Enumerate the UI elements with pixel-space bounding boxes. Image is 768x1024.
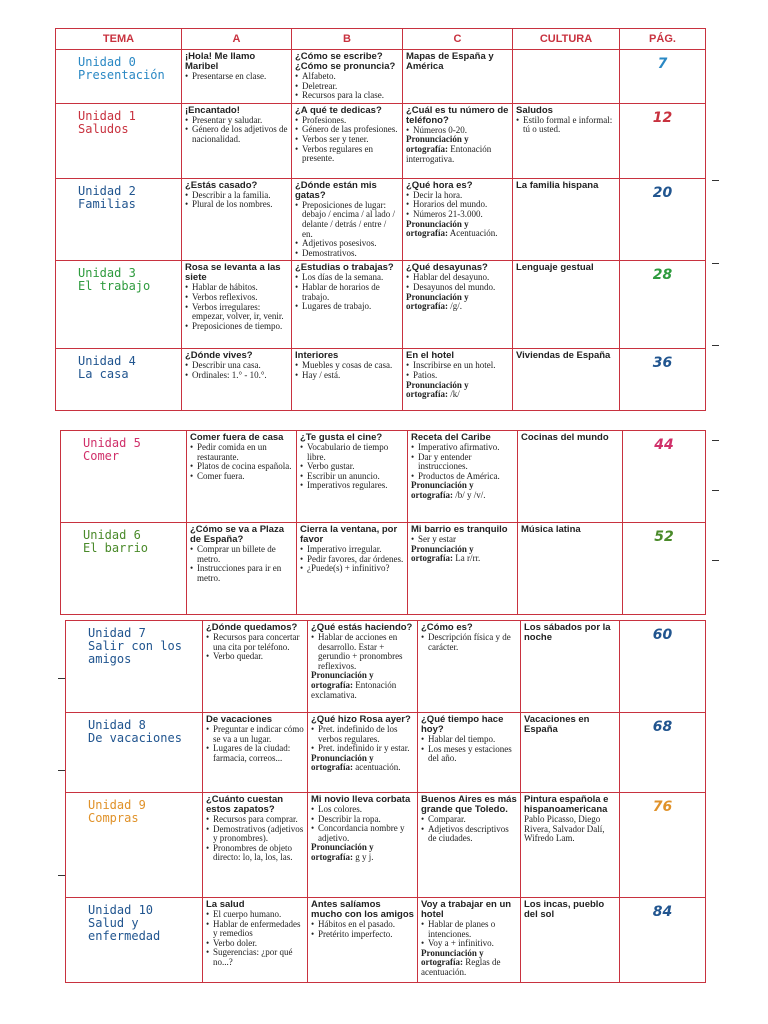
a-title: ¿Dónde quedamos? [206,622,298,633]
cell-b [297,523,408,615]
cultura-title: Los incas, pueblo del sol [524,899,605,920]
cultura-title: Pintura española e hispanoamericana [524,794,609,815]
cell-a [182,50,292,104]
c-title: ¿Cuál es tu número de teléfono? [406,104,509,126]
list-item: • El cuerpo humano. [206,910,304,920]
pronunciation-text: /b/ y /v/. [455,489,486,500]
list-item: • Pret. indefinido ir y estar. [311,744,414,754]
pronunciation-text: /g/. [450,301,462,312]
list-item: • Verbo quedar. [206,652,304,662]
c-title: Buenos Aires es más grande que Toledo. [421,794,517,815]
list-item: • Hay / está. [295,371,399,381]
pronunciation-text: Acentuación. [449,228,498,239]
a-list [206,815,304,863]
c-list [406,273,509,292]
pronunciation-label: Pronunciación y ortografía: [406,379,469,400]
cell-cultura [518,523,623,615]
unit-name-line: amigos [88,652,132,666]
cultura-title: La familia hispana [516,179,599,191]
unit-name-line: Unidad 5 [83,436,141,450]
c-title: ¿Qué desayunas? [406,262,488,274]
a-list [185,361,288,380]
cell-cultura [521,621,620,713]
list-item: • Pret. indefinido de los verbos regulares. [311,725,414,744]
page-number: 44 [623,431,706,523]
list-item: • Hablar de hábitos. [185,283,288,293]
unit-name [56,261,182,349]
c-list [421,815,517,844]
cell-b [292,103,403,178]
list-item: • Presentar y saludar. [185,116,288,126]
a-title: ¡Encantado! [185,104,240,116]
list-item: • Muebles y cosas de casa. [295,361,399,371]
margin-tick [712,345,719,346]
list-item: • Sugerencias: ¿por qué no...? [206,948,304,967]
margin-tick [712,440,719,441]
c-list [406,126,509,136]
list-item: • Demostrativos. [295,249,399,259]
cultura-title: Los sábados por la noche [524,622,611,643]
list-item: • Preguntar e indicar cómo se va a un lugar. [206,725,304,744]
unit-name-line: Familias [78,196,136,211]
cultura-list [516,116,616,135]
page-number: 52 [623,523,706,615]
unit-name-line: enfermedad [88,929,161,943]
b-list [295,361,399,380]
list-item: • Hablar de acciones en desarrollo. Estar + gerundio + pronombres reflexivos. [311,633,414,671]
b-title: Mi novio lleva corbata [311,794,411,805]
list-item: • Pedir favores, dar órdenes. [300,555,404,565]
list-item: • Preposiciones de tiempo. [185,322,288,332]
list-item: • Desayunos del mundo. [406,283,509,293]
syllabus-segment-2 [60,430,705,615]
list-item: • Preposiciones de lugar: debajo / encima / al lado / delante / detrás / entre / en. [295,201,399,239]
unit-name [56,103,182,178]
c-title: Mapas de España y América [406,51,494,72]
list-item: • Decir la hora. [406,191,509,201]
list-item: • Productos de América. [411,472,514,482]
cell-c [418,793,521,898]
unit-name-line: De vacaciones [88,731,182,745]
cultura-title: Música latina [521,524,581,535]
cell-a [182,178,292,261]
pronunciation-label: Pronunciación y ortografía: [311,752,374,773]
syllabus-segment-1 [55,28,705,411]
page-number: 20 [620,178,706,261]
unit-name-line: Unidad 1 [78,108,136,123]
c-list [421,920,517,949]
list-item: • Describir una casa. [185,361,288,371]
cell-b [292,261,403,349]
list-item: • ¿Puede(s) + infinitivo? [300,564,404,574]
margin-tick [712,180,719,181]
b-list [311,920,414,939]
list-item: • Profesiones. [295,116,399,126]
unit-name-line: Compras [88,811,139,825]
cell-cultura [521,793,620,898]
cell-a [203,713,308,793]
list-item: • Adjetivos posesivos. [295,239,399,249]
cell-c [418,898,521,983]
unit-name-line: Unidad 4 [78,354,136,369]
cell-c [403,103,513,178]
a-list [206,725,304,763]
c-list [411,535,514,545]
list-item: • Comer fuera. [190,472,293,482]
header-tema: TEMA [56,29,182,50]
list-item: • Hábitos en el pasado. [311,920,414,930]
pronunciation-label: Pronunciación y ortografía: [311,842,374,862]
list-item: • Los días de la semana. [295,273,399,283]
cell-cultura [513,349,620,411]
header-a: A [182,29,292,50]
b-list [300,443,404,491]
pronunciation-label: Pronunciación y ortografía: [411,543,474,564]
list-item: • Imperativo afirmativo. [411,443,514,453]
a-title: De vacaciones [206,714,273,725]
unit-name-line: Unidad 3 [78,266,136,281]
table-row [66,793,706,898]
list-item: • Platos de cocina española. [190,462,293,472]
table-row [61,523,706,615]
cell-c [418,621,521,713]
cell-cultura [521,713,620,793]
table-row [66,713,706,793]
cell-c [403,261,513,349]
cell-a [187,523,297,615]
cell-c [408,431,518,523]
unit-name-line: Unidad 9 [88,798,146,812]
unit-name-line: Presentación [78,68,165,82]
b-title: ¿Dónde están mis gatas? [295,179,377,201]
unit-name [56,349,182,411]
a-title: Rosa se levanta a las siete [185,262,281,284]
pronunciation-label: Pronunciación y ortografía: [411,480,474,500]
list-item: • Verbo doler. [206,939,304,949]
margin-tick [712,560,719,561]
page-number: 84 [620,898,706,983]
list-item: • Descripción física y de carácter. [421,633,517,652]
unit-name-line: Comer [83,449,120,463]
pronunciation-label: Pronunciación y ortografía: [421,947,484,968]
c-list [421,633,517,652]
pronunciation-label: Pronunciación y ortografía: [406,134,469,154]
cell-b [308,713,418,793]
b-title: ¿Qué hizo Rosa ayer? [311,714,411,725]
cell-a [187,431,297,523]
table-row [66,898,706,983]
syllabus-table-1 [55,28,706,411]
c-list [421,735,517,764]
unit-name [66,621,203,713]
list-item: • Alfabeto. [295,72,399,82]
list-item: • Los meses y estaciones del año. [421,745,517,764]
pronunciation-label: Pronunciación y ortografía: [406,218,469,239]
list-item: • Verbos reflexivos. [185,293,288,303]
cell-b [308,898,418,983]
cell-b [292,349,403,411]
c-title: Mi barrio es tranquilo [411,524,508,535]
syllabus-segment-3 [65,620,705,983]
page-number: 76 [620,793,706,898]
a-title: ¿Cómo se va a Plaza de España? [190,524,284,545]
list-item: • Recursos para concertar una cita por teléfono. [206,633,304,652]
list-item: • Lugares de trabajo. [295,302,399,312]
list-item: • Verbos ser y tener. [295,135,399,145]
list-item: • Adjetivos descriptivos de ciudades. [421,825,517,844]
pronunciation-text: Entonación interrogativa. [406,143,492,164]
b-title: ¿A qué te dedicas? [295,104,382,116]
list-item: • Números 21-3.000. [406,210,509,220]
unit-name [66,898,203,983]
b-list [300,545,404,574]
list-item: • Plural de los nombres. [185,200,288,210]
a-title: ¿Dónde vives? [185,350,253,362]
header-b: B [292,29,403,50]
b-list [295,72,399,101]
list-item: • Recursos para comprar. [206,815,304,825]
b-list [311,805,414,843]
unit-name [56,178,182,261]
unit-name-line: Unidad 6 [83,528,141,542]
list-item: • Hablar de enfermedades y remedios [206,920,304,939]
cell-c [403,349,513,411]
a-list [190,443,293,481]
list-item: • Inscribirse en un hotel. [406,361,509,371]
c-list [406,191,509,220]
page-number: 28 [620,261,706,349]
cell-c [418,713,521,793]
margin-tick [712,263,719,264]
margin-tick [58,678,65,679]
list-item: • Concordancia nombre y adjetivo. [311,824,414,843]
c-title: ¿Cómo es? [421,622,473,633]
a-title: Comer fuera de casa [190,432,284,443]
pronunciation-text: /k/ [450,389,460,400]
list-item: • Lugares de la ciudad: farmacia, correos... [206,744,304,763]
unit-name-line: Unidad 10 [88,903,154,917]
a-list [206,633,304,662]
list-item: • Hablar del tiempo. [421,735,517,745]
cell-a [203,793,308,898]
list-item: • Género de las profesiones. [295,125,399,135]
b-list [295,201,399,259]
unit-name [66,793,203,898]
syllabus-table-2 [60,430,706,615]
b-list [311,725,414,754]
list-item: • Imperativos regulares. [300,481,404,491]
a-title: ¿Cuánto cuestan estos zapatos? [206,794,284,815]
unit-name-line: Unidad 2 [78,183,136,198]
cell-cultura [513,178,620,261]
list-item: • Imperativo irregular. [300,545,404,555]
table-row [56,261,706,349]
b-title: Cierra la ventana, por favor [300,524,398,545]
c-list [406,361,509,380]
list-item: • Género de los adjetivos de nacionalidad. [185,125,288,144]
unit-name-line: Salud y [88,916,139,930]
list-item: • Verbos irregulares: empezar, volver, ir, venir. [185,303,288,322]
unit-name-line: Unidad 0 [78,55,136,69]
list-item: • Demostrativos (adjetivos y pronombres). [206,825,304,844]
cell-a [182,103,292,178]
header-row [56,29,706,50]
b-list [311,633,414,671]
c-title: Receta del Caribe [411,432,491,443]
a-list [206,910,304,968]
list-item: • Hablar de horarios de trabajo. [295,283,399,302]
page-number: 60 [620,621,706,713]
unit-name [56,50,182,104]
header-c: C [403,29,513,50]
b-title: ¿Estudias o trabajas? [295,262,394,274]
b-title: ¿Cómo se escribe? ¿Cómo se pronuncia? [295,51,396,72]
cell-a [203,621,308,713]
table-row [56,103,706,178]
a-list [185,72,288,82]
c-title: Voy a trabajar en un hotel [421,899,512,920]
a-title: ¡Hola! Me llamo Maribel [185,51,256,72]
list-item: • Dar y entender instrucciones. [411,453,514,472]
unit-name-line: El barrio [83,541,149,555]
list-item: • Recursos para la clase. [295,91,399,101]
cultura-title: Vacaciones en España [524,714,590,735]
cultura-title: Viviendas de España [516,350,611,362]
margin-tick [58,875,65,876]
list-item: • Ser y estar [411,535,514,545]
a-title: La salud [206,899,245,910]
table-row [66,621,706,713]
list-item: • Hablar de planes o intenciones. [421,920,517,939]
header-cultura: CULTURA [513,29,620,50]
cell-cultura [521,898,620,983]
b-title: ¿Te gusta el cine? [300,432,383,443]
table-row [56,50,706,104]
list-item: • Verbos regulares en presente. [295,145,399,164]
cell-b [308,621,418,713]
cell-c [403,178,513,261]
b-title: ¿Qué estás haciendo? [311,622,413,633]
cell-a [203,898,308,983]
list-item: • Pronombres de objeto directo: lo, la, los, las. [206,844,304,863]
pronunciation-text: Entonación exclamativa. [311,679,397,700]
list-item: • Los colores. [311,805,414,815]
list-item: • Comparar. [421,815,517,825]
list-item: • Describir la ropa. [311,815,414,825]
cell-c [403,50,513,104]
table-row [56,178,706,261]
list-item: • Horarios del mundo. [406,200,509,210]
pronunciation-label: Pronunciación y ortografía: [311,670,374,690]
cultura-title: Cocinas del mundo [521,432,609,443]
unit-name [66,713,203,793]
cultura-title: Saludos [516,104,553,116]
cell-b [292,178,403,261]
table-row [56,349,706,411]
a-title: ¿Estás casado? [185,179,258,191]
list-item: • Instrucciones para ir en metro. [190,564,293,583]
list-item: • Hablar del desayuno. [406,273,509,283]
margin-tick [58,770,65,771]
cell-a [182,261,292,349]
page-number: 68 [620,713,706,793]
unit-name-line: El trabajo [78,279,151,294]
list-item: • Deletrear. [295,82,399,92]
cell-b [308,793,418,898]
list-item: • Escribir un anuncio. [300,472,404,482]
cultura-title: Lenguaje gestual [516,262,594,274]
cell-b [292,50,403,104]
header-pag: PÁG. [620,29,706,50]
list-item: • Vocabulario de tiempo libre. [300,443,404,462]
pronunciation-text: acentuación. [355,762,401,773]
list-item: • Describir a la familia. [185,191,288,201]
margin-tick [712,490,719,491]
b-list [295,116,399,164]
b-list [295,273,399,311]
list-item: • Estilo formal e informal: tú o usted. [516,116,616,135]
cell-cultura [518,431,623,523]
list-item: • Voy a + infinitivo. [421,939,517,949]
table-row [61,431,706,523]
list-item: • Verbo gustar. [300,462,404,472]
unit-name [61,431,187,523]
cell-b [297,431,408,523]
b-title: Interiores [295,350,339,362]
list-item: • Pedir comida en un restaurante. [190,443,293,462]
unit-name-line: Saludos [78,121,129,136]
page-number: 12 [620,103,706,178]
c-title: ¿Qué tiempo hace hoy? [421,714,504,735]
list-item: • Presentarse en clase. [185,72,288,82]
cell-cultura [513,50,620,104]
pronunciation-label: Pronunciación y ortografía: [406,291,469,312]
page-number: 36 [620,349,706,411]
c-title: En el hotel [406,350,455,362]
c-list [411,443,514,481]
pronunciation-text: g y j. [355,851,374,862]
list-item: • Patios. [406,371,509,381]
list-item: • Comprar un billete de metro. [190,545,293,564]
cell-cultura [513,103,620,178]
page-number: 7 [620,50,706,104]
cell-a [182,349,292,411]
list-item: • Números 0-20. [406,126,509,136]
unit-name [61,523,187,615]
list-item: • Ordinales: 1.° - 10.°. [185,371,288,381]
c-title: ¿Qué hora es? [406,179,473,191]
a-list [185,116,288,145]
pronunciation-text: La r/rr. [455,553,481,564]
syllabus-table-3 [65,620,706,983]
cell-c [408,523,518,615]
a-list [185,191,288,210]
pronunciation-text: Reglas de acentuación. [421,957,501,977]
a-list [185,283,288,331]
list-item: • Pretérito imperfecto. [311,930,414,940]
a-list [190,545,293,583]
cultura-text: Pablo Picasso, Diego Rivera, Salvador Dalí, Wifredo Lam. [524,814,605,844]
unit-name-line: La casa [78,367,129,382]
cell-cultura [513,261,620,349]
unit-name-line: Salir con los [88,639,182,653]
b-title: Antes salíamos mucho con los amigos [311,899,414,920]
unit-name-line: Unidad 7 [88,626,146,640]
unit-name-line: Unidad 8 [88,718,146,732]
